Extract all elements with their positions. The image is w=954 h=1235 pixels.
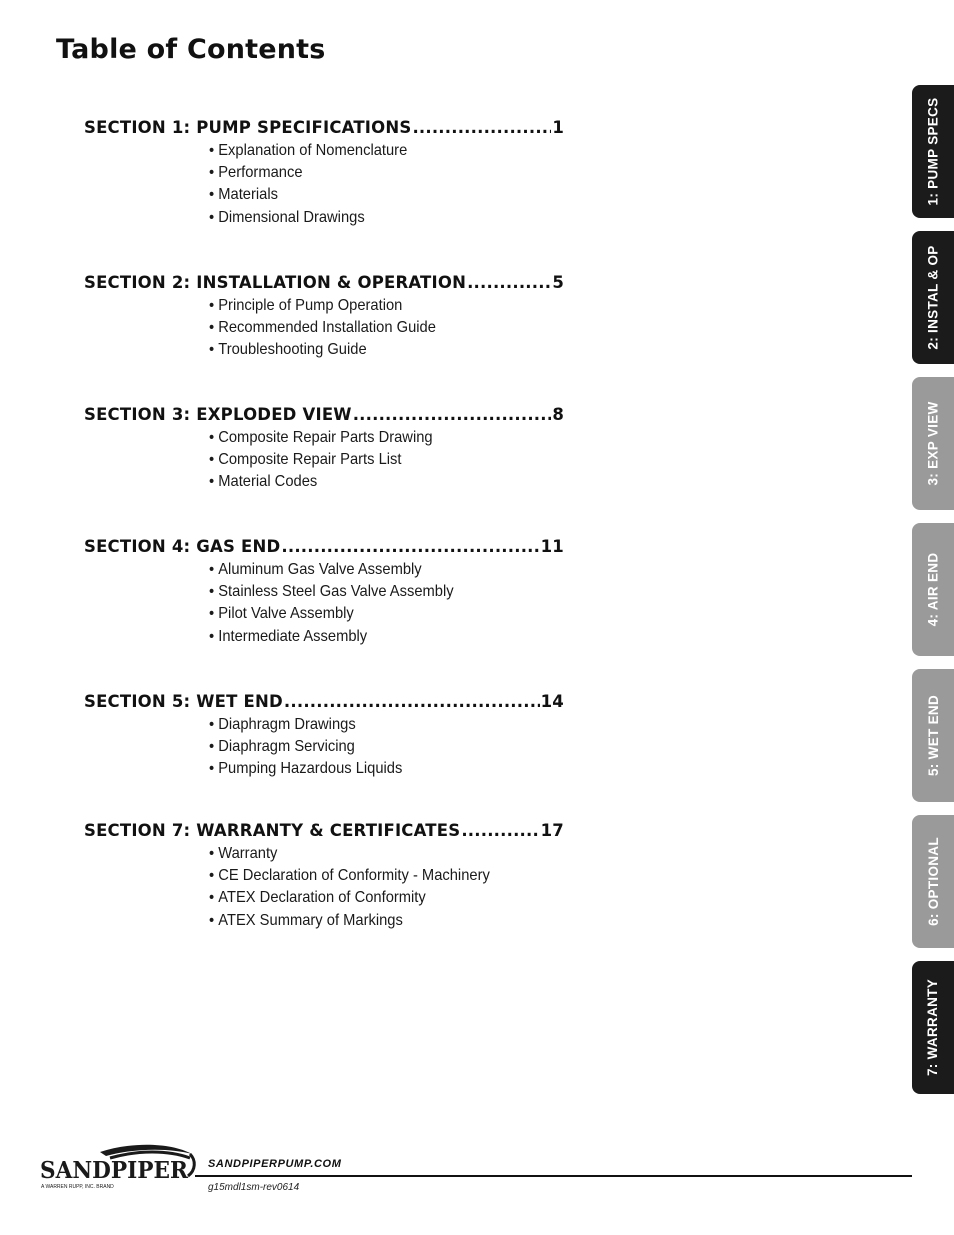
list-item: • ATEX Declaration of Conformity — [209, 887, 536, 909]
list-item: • Troubleshooting Guide — [209, 339, 536, 361]
section-items — [209, 427, 564, 494]
section-label: SECTION 1: PUMP SPECIFICATIONS — [84, 118, 412, 137]
list-item: • Performance — [209, 162, 536, 184]
page-title: Table of Contents — [56, 34, 326, 65]
list-item: • Intermediate Assembly — [209, 626, 536, 648]
tab-label: 1: PUMP SPECS — [925, 97, 941, 206]
footer-divider — [195, 1175, 912, 1177]
list-item: • Warranty — [209, 843, 536, 865]
section-label: SECTION 3: EXPLODED VIEW — [84, 405, 352, 424]
section-heading[interactable] — [84, 118, 564, 138]
tab-air-end[interactable] — [912, 523, 954, 656]
list-item: • Composite Repair Parts Drawing — [209, 427, 536, 449]
section-heading[interactable] — [84, 692, 564, 712]
tab-instal-op[interactable] — [912, 231, 954, 364]
tab-label: 6: OPTIONAL — [925, 837, 941, 926]
logo-tagline: A WARREN RUPP, INC. BRAND — [41, 1184, 114, 1190]
list-item: • CE Declaration of Conformity - Machinery — [209, 865, 536, 887]
section-items — [209, 140, 564, 229]
tab-warranty[interactable] — [912, 961, 954, 1094]
list-item: • Principle of Pump Operation — [209, 295, 536, 317]
toc-section-5 — [84, 692, 564, 781]
tab-label: 7: WARRANTY — [925, 978, 941, 1077]
section-label: SECTION 5: WET END — [84, 692, 283, 711]
tab-label: 4: AIR END — [925, 552, 941, 627]
list-item: • Materials — [209, 184, 536, 206]
toc-section-3 — [84, 405, 564, 494]
logo-wordmark: SANDPIPER — [40, 1157, 189, 1184]
section-label: SECTION 7: WARRANTY & CERTIFICATES — [84, 821, 461, 840]
list-item: • Diaphragm Drawings — [209, 714, 536, 736]
list-item: • Diaphragm Servicing — [209, 736, 536, 758]
section-page-number: 14 — [540, 692, 564, 711]
list-item: • ATEX Summary of Markings — [209, 910, 536, 932]
toc-section-2 — [84, 273, 564, 362]
list-item: • Recommended Installation Guide — [209, 317, 536, 339]
section-items — [209, 843, 564, 932]
section-page-number: 11 — [540, 537, 564, 556]
section-page-number: 8 — [552, 405, 564, 424]
list-item: • Explanation of Nomenclature — [209, 140, 536, 162]
list-item: • Composite Repair Parts List — [209, 449, 536, 471]
toc-section-1 — [84, 118, 564, 229]
list-item: • Pilot Valve Assembly — [209, 603, 536, 625]
document-code: g15mdl1sm-rev0614 — [208, 1182, 300, 1193]
list-item: • Dimensional Drawings — [209, 207, 536, 229]
section-items — [209, 714, 564, 781]
tab-label: 5: WET END — [925, 694, 941, 777]
list-item: • Pumping Hazardous Liquids — [209, 758, 536, 780]
toc-section-4 — [84, 537, 564, 648]
section-heading[interactable] — [84, 537, 564, 557]
leader-dots — [353, 405, 552, 424]
section-page-number: 1 — [552, 118, 564, 137]
section-items — [209, 295, 564, 362]
leader-dots — [284, 692, 540, 711]
list-item: • Aluminum Gas Valve Assembly — [209, 559, 536, 581]
section-label: SECTION 2: INSTALLATION & OPERATION — [84, 273, 467, 292]
tab-label: 3: EXP VIEW — [925, 401, 941, 486]
tab-exp-view[interactable] — [912, 377, 954, 510]
tab-label: 2: INSTAL & OP — [925, 245, 941, 350]
section-items — [209, 559, 564, 648]
section-page-number: 17 — [540, 821, 564, 840]
tab-pump-specs[interactable] — [912, 85, 954, 218]
list-item: • Stainless Steel Gas Valve Assembly — [209, 581, 536, 603]
section-heading[interactable] — [84, 821, 564, 841]
footer-url-link[interactable]: SANDPIPERPUMP.COM — [208, 1158, 342, 1170]
list-item: • Material Codes — [209, 471, 536, 493]
leader-dots — [412, 118, 551, 137]
leader-dots — [467, 273, 551, 292]
leader-dots — [281, 537, 539, 556]
toc-section-7 — [84, 821, 564, 932]
leader-dots — [461, 821, 539, 840]
section-page-number: 5 — [552, 273, 564, 292]
tab-wet-end[interactable] — [912, 669, 954, 802]
section-heading[interactable] — [84, 405, 564, 425]
section-label: SECTION 4: GAS END — [84, 537, 281, 556]
tab-optional[interactable] — [912, 815, 954, 948]
sandpiper-logo — [40, 1140, 200, 1192]
section-heading[interactable] — [84, 273, 564, 293]
